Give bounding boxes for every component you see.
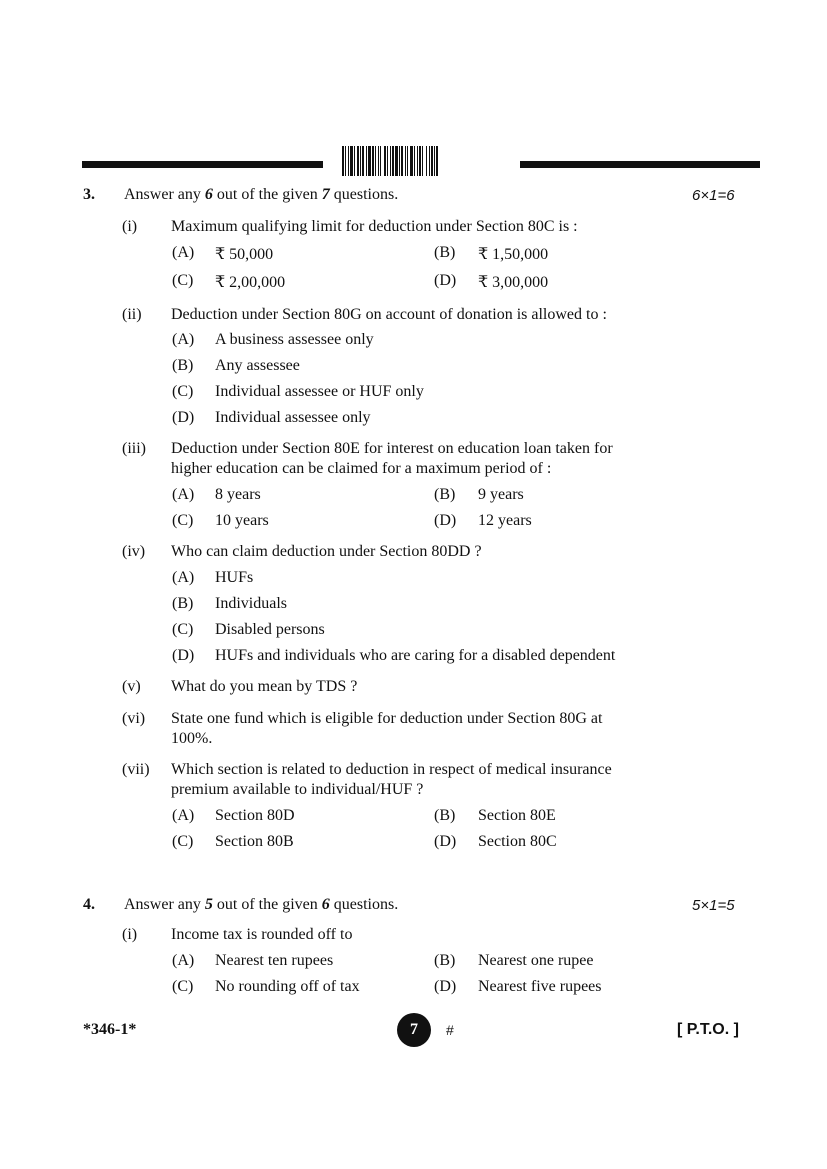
q3-ii-opt-a: A business assessee only: [215, 331, 374, 348]
q3-instruction-post: questions.: [329, 186, 399, 203]
q3-marks: 6×1=6: [692, 187, 735, 204]
q3-iv-num: (iv): [122, 543, 146, 560]
q4-instruction-pre: Answer any: [124, 896, 205, 913]
q4-i-opt-d: Nearest five rupees: [478, 978, 602, 995]
q3-iii-num: (iii): [122, 440, 146, 457]
q3-iv-opt-b: Individuals: [215, 595, 287, 612]
q3-iii-opt-b-key: (B): [434, 486, 456, 503]
q3-ii-opt-d-key: (D): [172, 409, 195, 426]
q4-i-num: (i): [122, 926, 138, 943]
q3-iii-opt-a-key: (A): [172, 486, 195, 503]
q4-instruction-n1: 5: [204, 896, 213, 913]
q3-iv-opt-a-key: (A): [172, 569, 195, 586]
q4-i-opt-b-key: (B): [434, 952, 456, 969]
q3-vii-num: (vii): [122, 761, 150, 778]
q3-vii-opt-d: Section 80C: [478, 833, 557, 850]
q4-i-opt-d-key: (D): [434, 978, 457, 995]
q3-instruction-n2: 7: [321, 186, 330, 203]
q3-i-text: Maximum qualifying limit for deduction under Section 80C is :: [171, 218, 578, 235]
q3-vii-text-line1: Which section is related to deduction in respect of medical insurance: [171, 761, 612, 778]
q3-iii-opt-d-key: (D): [434, 512, 457, 529]
q3-iii-opt-d: 12 years: [478, 512, 532, 529]
q4-i-opt-c: No rounding off of tax: [215, 978, 360, 995]
q4-instruction: [124, 896, 398, 914]
q3-vi-text-line2: 100%.: [171, 730, 213, 747]
q3-iv-opt-d-key: (D): [172, 647, 195, 664]
q3-vii-opt-a-key: (A): [172, 807, 195, 824]
q3-i-opt-d-key: (D): [434, 272, 457, 289]
q3-ii-text: Deduction under Section 80G on account of donation is allowed to :: [171, 306, 607, 323]
q3-vi-num: (vi): [122, 710, 146, 727]
q3-iii-opt-c: 10 years: [215, 512, 269, 529]
q3-i-opt-b-key: (B): [434, 244, 456, 261]
paper-code: *346-1*: [83, 1021, 137, 1038]
q3-i-opt-b: ₹ 1,50,000: [478, 246, 549, 263]
q3-vii-opt-a: Section 80D: [215, 807, 295, 824]
q3-v-text: What do you mean by TDS ?: [171, 678, 358, 695]
q3-iii-text-line1: Deduction under Section 80E for interest on education loan taken for: [171, 440, 613, 457]
header-rule-left: [82, 161, 323, 168]
q3-number: 3.: [83, 186, 95, 203]
q3-i-opt-c-key: (C): [172, 272, 194, 289]
q3-vii-opt-d-key: (D): [434, 833, 457, 850]
q3-ii-opt-b: Any assessee: [215, 357, 300, 374]
q3-i-opt-a-key: (A): [172, 244, 195, 261]
q3-vi-text-line1: State one fund which is eligible for deduction under Section 80G at: [171, 710, 603, 727]
q4-instruction-mid: out of the given: [212, 896, 322, 913]
q3-iv-opt-c: Disabled persons: [215, 621, 325, 638]
q3-ii-opt-c-key: (C): [172, 383, 194, 400]
q3-iii-opt-c-key: (C): [172, 512, 194, 529]
q3-vii-opt-b-key: (B): [434, 807, 456, 824]
q3-iv-opt-b-key: (B): [172, 595, 194, 612]
q3-vii-opt-b: Section 80E: [478, 807, 556, 824]
q3-iv-opt-c-key: (C): [172, 621, 194, 638]
header-rule-right: [520, 161, 760, 168]
q4-i-opt-a: Nearest ten rupees: [215, 952, 334, 969]
barcode: [342, 146, 492, 176]
q3-instruction-n1: 6: [204, 186, 213, 203]
q4-instruction-post: questions.: [329, 896, 399, 913]
q3-vii-text-line2: premium available to individual/HUF ?: [171, 781, 424, 798]
q4-instruction-n2: 6: [321, 896, 330, 913]
hash-mark: #: [446, 1022, 454, 1038]
page-number: 7: [397, 1013, 431, 1047]
q3-iv-text: Who can claim deduction under Section 80DD ?: [171, 543, 482, 560]
q3-iii-text-line2: higher education can be claimed for a maximum period of :: [171, 460, 552, 477]
q3-ii-opt-a-key: (A): [172, 331, 195, 348]
q3-vii-opt-c-key: (C): [172, 833, 194, 850]
q3-i-opt-a: ₹ 50,000: [215, 246, 274, 263]
q4-number: 4.: [83, 896, 95, 913]
q3-ii-opt-c: Individual assessee or HUF only: [215, 383, 424, 400]
q3-vii-opt-c: Section 80B: [215, 833, 294, 850]
pto-label: [ P.T.O. ]: [677, 1021, 739, 1038]
q3-instruction-pre: Answer any: [124, 186, 205, 203]
q3-instruction: [124, 186, 398, 204]
q4-marks: 5×1=5: [692, 897, 735, 914]
q3-ii-num: (ii): [122, 306, 142, 323]
q3-v-num: (v): [122, 678, 141, 695]
q3-iii-opt-a: 8 years: [215, 486, 261, 503]
q4-i-opt-c-key: (C): [172, 978, 194, 995]
q3-instruction-mid: out of the given: [212, 186, 322, 203]
q3-iii-opt-b: 9 years: [478, 486, 524, 503]
q3-i-opt-d: ₹ 3,00,000: [478, 274, 549, 291]
q3-ii-opt-b-key: (B): [172, 357, 194, 374]
q3-iv-opt-d: HUFs and individuals who are caring for a disabled dependent: [215, 647, 616, 664]
q3-iv-opt-a: HUFs: [215, 569, 254, 586]
q3-i-num: (i): [122, 218, 138, 235]
q4-i-opt-a-key: (A): [172, 952, 195, 969]
q4-i-text: Income tax is rounded off to: [171, 926, 353, 943]
q3-i-opt-c: ₹ 2,00,000: [215, 274, 286, 291]
q4-i-opt-b: Nearest one rupee: [478, 952, 594, 969]
q3-ii-opt-d: Individual assessee only: [215, 409, 371, 426]
